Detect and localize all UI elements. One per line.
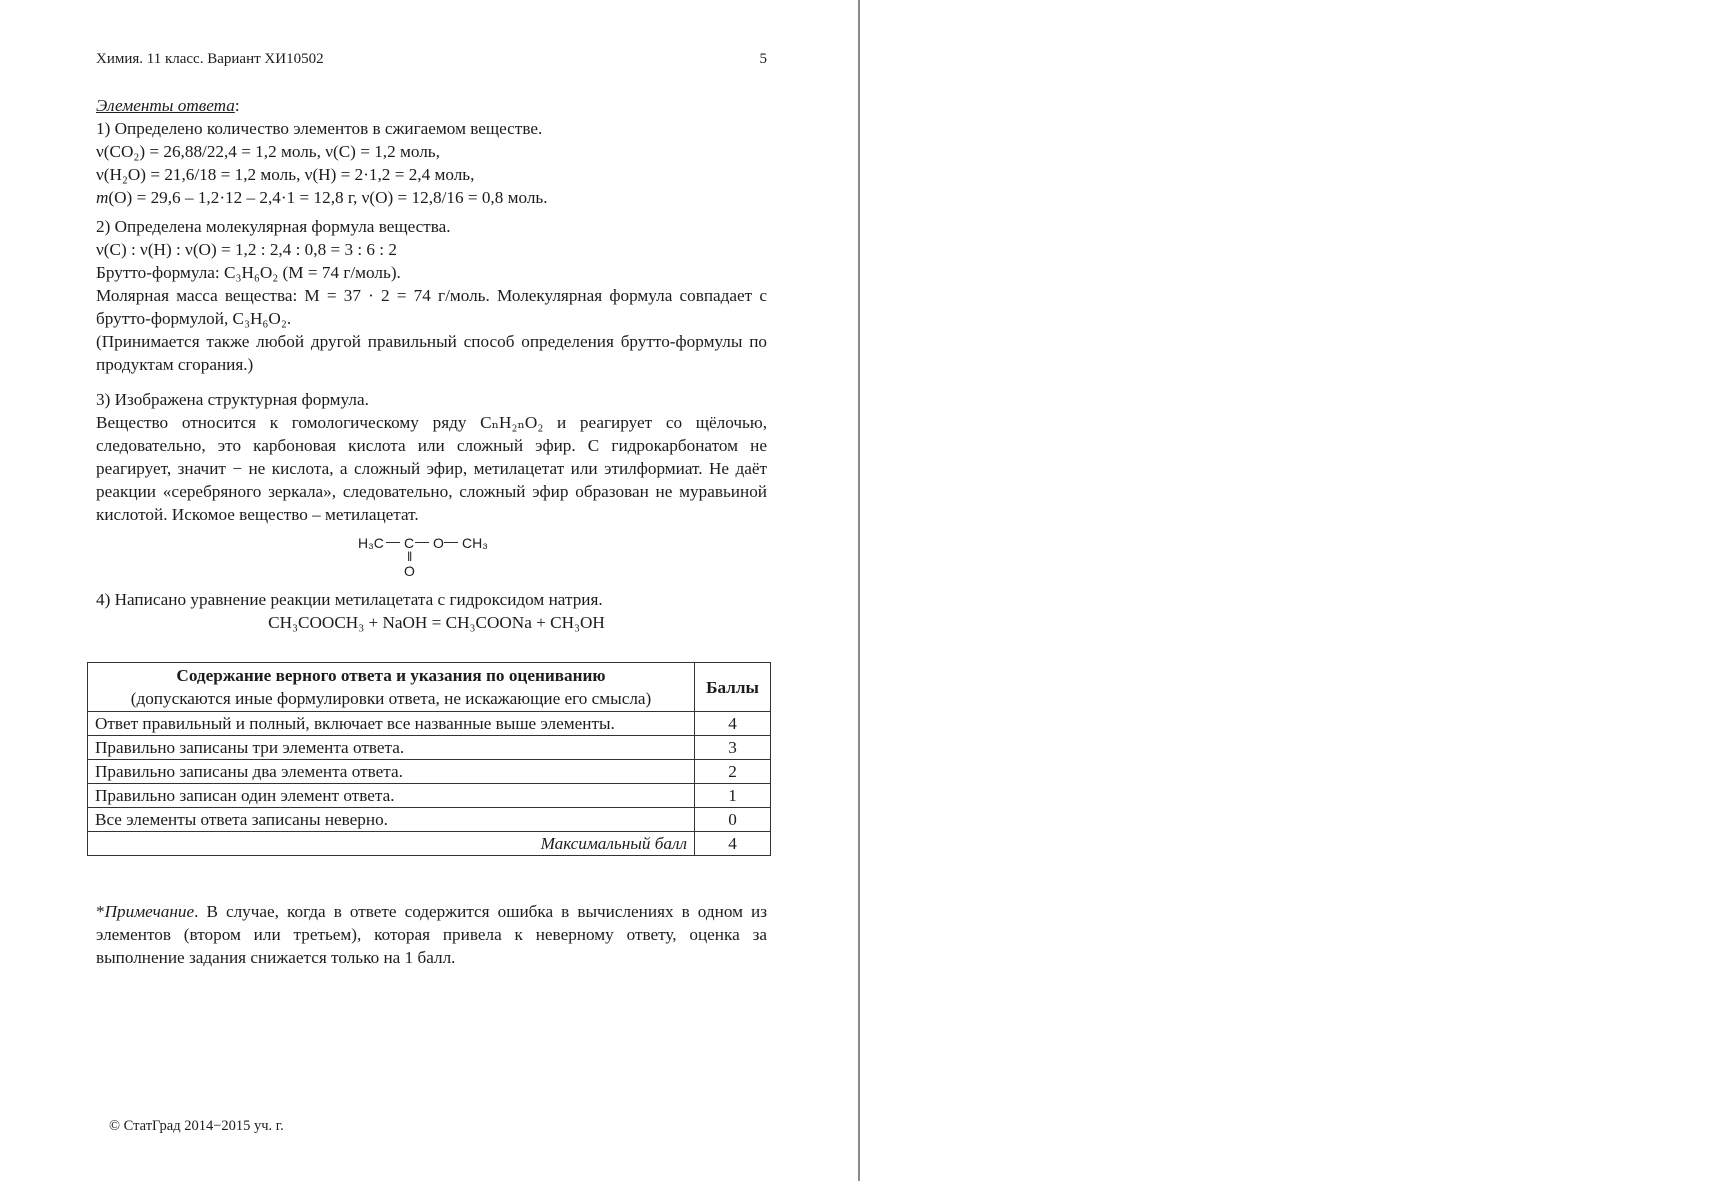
row-text: Правильно записаны два элемента ответа. [88,760,695,784]
table-row [88,808,771,832]
step2-ratio: ν(C) : ν(H) : ν(O) = 1,2 : 2,4 : 0,8 = 3 : 6 : 2 [96,240,397,259]
row-text: Правильно записаны три элемента ответа. [88,736,695,760]
table-header-row [88,663,771,712]
answer-elements-heading: Элементы ответа: [96,96,240,115]
step2-title: 2) Определена молекулярная формула вещества. [96,217,451,236]
table-row [88,712,771,736]
row-points: 2 [695,760,771,784]
step2-brutto: Брутто-формула: C₃H₆O₂ (M = 74 г/моль). [96,263,401,282]
table-header-points: Баллы [695,663,771,712]
page-header [96,48,767,71]
step1-title: 1) Определено количество элементов в сжигаемом веществе. [96,119,543,138]
step1-line2: ν(H₂O) = 21,6/18 = 1,2 моль, ν(H) = 2·1,2 = 2,4 моль, [96,165,475,184]
table-max-row [88,832,771,856]
step3-text: Вещество относится к гомологическому ряду CₙH₂ₙO₂ и реагирует со щёлочью, следовательно, это карбоновая кислота или сложный эфир. С гидрокарбонатом не реагирует, значит − не кислота, а сложный эфир, метилацетат или этилформиат. Не даёт реакции «серебряного зеркала», следовательно, сложный эфир образован не муравьиной кислотой. Искомое вещество – метилацетат. [96,413,767,524]
row-text: Все элементы ответа записаны неверно. [88,808,695,832]
row-points: 1 [695,784,771,808]
struct-h3c: H₃C [358,535,384,551]
footer-copyright: © СтатГрад 2014−2015 уч. г. [109,1118,284,1134]
struct-carbonyl-oxygen: O [404,563,415,579]
page-divider [858,0,860,1181]
table-row [88,760,771,784]
step2-molar: Молярная масса вещества: M = 37 · 2 = 74 г/моль. Молекулярная формула совпадает с брутто-формулой, C₃H₆O₂. [96,286,767,328]
struct-oxygen: O [433,535,444,551]
row-points: 4 [695,712,771,736]
row-points: 0 [695,808,771,832]
struct-ch3: CH₃ [462,535,488,551]
max-score-points: 4 [695,832,771,856]
step1-line1: ν(CO₂) = 26,88/22,4 = 1,2 моль, ν(C) = 1,2 моль, [96,142,440,161]
table-row [88,736,771,760]
struct-carbon: C [404,535,415,551]
header-title: Химия. 11 класс. Вариант ХИ10502 [96,51,324,67]
step1-line3: m(O) = 29,6 – 1,2·12 – 2,4·1 = 12,8 г, ν(O) = 12,8/16 = 0,8 моль. [96,188,548,207]
row-points: 3 [695,736,771,760]
table-row [88,784,771,808]
table-header-content: Содержание верного ответа и указания по оцениванию (допускаются иные формулировки ответа, не искажающие его смысла) [88,663,695,712]
step4-title: 4) Написано уравнение реакции метилацетата с гидроксидом натрия. [96,590,603,609]
max-score-label: Максимальный балл [88,832,695,856]
structural-formula: H₃C — C — O — CH₃ ‖ O [358,532,767,580]
row-text: Правильно записан один элемент ответа. [88,784,695,808]
row-text: Ответ правильный и полный, включает все названные выше элементы. [88,712,695,736]
page-number: 5 [759,51,767,67]
answer-body [96,94,767,634]
struct-double-bond: ‖ [407,549,413,564]
scoring-table [87,662,771,856]
note: *Примечание. В случае, когда в ответе содержится ошибка в вычислениях в одном из элементов (втором или третьем), которая привела к неверному ответу, оценка за выполнение задания снижается только на 1 балл. [96,902,767,967]
step4-equation: CH₃COOCH₃ + NaOH = CH₃COONa + CH₃OH [268,613,605,632]
step2-note: (Принимается также любой другой правильный способ определения брутто-формулы по продуктам сгорания.) [96,332,767,374]
step3-title: 3) Изображена структурная формула. [96,390,369,409]
